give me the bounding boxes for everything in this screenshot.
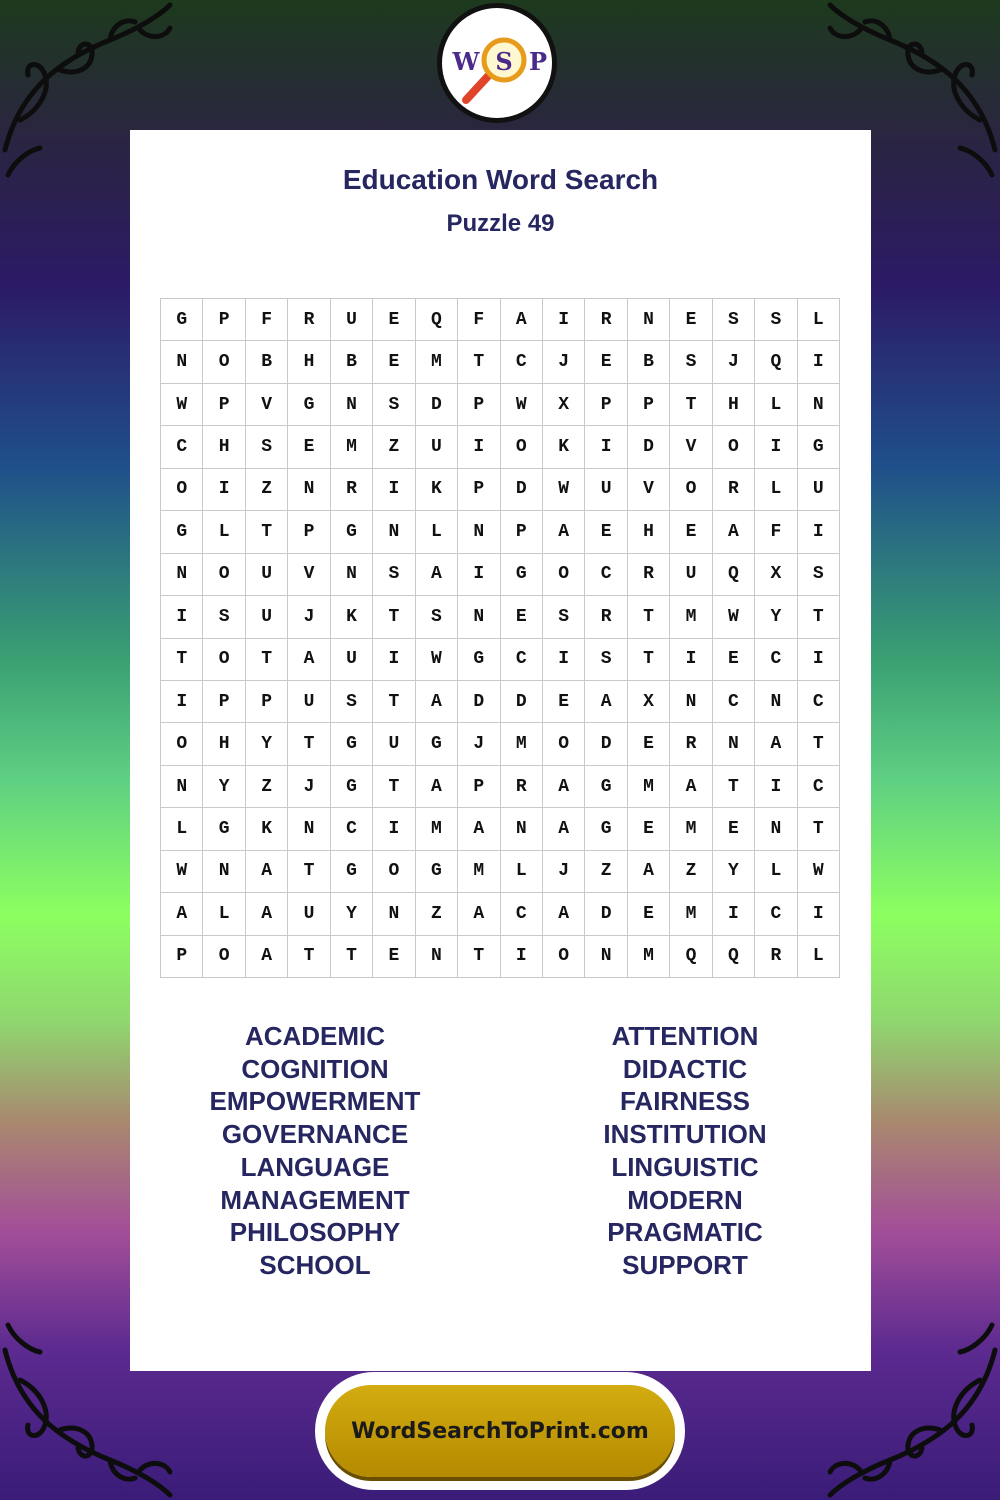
grid-cell[interactable]: O: [203, 936, 245, 978]
grid-cell[interactable]: G: [416, 851, 458, 893]
grid-cell[interactable]: T: [458, 341, 500, 383]
grid-cell[interactable]: I: [798, 639, 840, 681]
grid-cell[interactable]: W: [501, 384, 543, 426]
grid-cell[interactable]: N: [628, 299, 670, 341]
grid-cell[interactable]: B: [331, 341, 373, 383]
grid-cell[interactable]: W: [798, 851, 840, 893]
word-list-left: [130, 1020, 500, 1282]
grid-cell[interactable]: U: [246, 554, 288, 596]
grid-cell[interactable]: N: [501, 808, 543, 850]
grid-cell[interactable]: D: [501, 681, 543, 723]
grid-cell[interactable]: N: [373, 893, 415, 935]
word-list-item: SUPPORT: [622, 1249, 748, 1280]
grid-cell[interactable]: F: [246, 299, 288, 341]
grid-cell[interactable]: V: [288, 554, 330, 596]
footer-banner: [315, 1372, 685, 1490]
grid-cell[interactable]: Z: [585, 851, 627, 893]
grid-cell[interactable]: N: [458, 596, 500, 638]
grid-cell[interactable]: D: [585, 723, 627, 765]
grid-cell[interactable]: F: [458, 299, 500, 341]
grid-cell[interactable]: W: [161, 384, 203, 426]
grid-cell[interactable]: E: [628, 893, 670, 935]
grid-cell[interactable]: N: [288, 469, 330, 511]
grid-cell[interactable]: I: [458, 426, 500, 468]
grid-cell[interactable]: V: [246, 384, 288, 426]
grid-cell[interactable]: A: [543, 766, 585, 808]
grid-cell[interactable]: N: [203, 851, 245, 893]
grid-cell[interactable]: N: [161, 766, 203, 808]
grid-cell[interactable]: D: [416, 384, 458, 426]
grid-cell[interactable]: P: [246, 681, 288, 723]
grid-cell[interactable]: V: [628, 469, 670, 511]
grid-cell[interactable]: P: [628, 384, 670, 426]
grid-cell[interactable]: O: [713, 426, 755, 468]
grid-cell[interactable]: C: [755, 893, 797, 935]
grid-cell[interactable]: O: [373, 851, 415, 893]
grid-cell[interactable]: D: [628, 426, 670, 468]
grid-cell[interactable]: M: [331, 426, 373, 468]
grid-cell[interactable]: T: [798, 596, 840, 638]
grid-cell[interactable]: C: [585, 554, 627, 596]
grid-cell[interactable]: L: [755, 851, 797, 893]
grid-cell[interactable]: A: [458, 893, 500, 935]
grid-cell[interactable]: C: [798, 681, 840, 723]
grid-cell[interactable]: U: [798, 469, 840, 511]
grid-cell[interactable]: N: [161, 554, 203, 596]
grid-cell[interactable]: R: [288, 299, 330, 341]
grid-cell[interactable]: T: [670, 384, 712, 426]
grid-cell[interactable]: I: [373, 639, 415, 681]
grid-cell[interactable]: A: [543, 808, 585, 850]
grid-cell[interactable]: I: [755, 766, 797, 808]
grid-cell[interactable]: N: [798, 384, 840, 426]
grid-cell[interactable]: X: [755, 554, 797, 596]
grid-cell[interactable]: J: [458, 723, 500, 765]
grid-cell[interactable]: T: [288, 723, 330, 765]
grid-cell[interactable]: B: [246, 341, 288, 383]
grid-cell[interactable]: U: [416, 426, 458, 468]
grid-cell[interactable]: S: [543, 596, 585, 638]
grid-cell[interactable]: O: [203, 341, 245, 383]
word-list-item: ATTENTION: [611, 1021, 759, 1051]
grid-cell[interactable]: X: [543, 384, 585, 426]
grid-cell[interactable]: E: [670, 511, 712, 553]
word-list-item: MODERN: [627, 1184, 743, 1215]
grid-cell[interactable]: M: [628, 766, 670, 808]
word-list-item: MANAGEMENT: [220, 1184, 410, 1215]
grid-cell[interactable]: L: [798, 936, 840, 978]
grid-cell[interactable]: A: [161, 893, 203, 935]
grid-cell[interactable]: M: [670, 893, 712, 935]
grid-cell[interactable]: I: [458, 554, 500, 596]
grid-cell[interactable]: P: [458, 469, 500, 511]
grid-cell[interactable]: W: [713, 596, 755, 638]
letter-grid: [160, 298, 840, 978]
grid-cell[interactable]: T: [246, 511, 288, 553]
grid-cell[interactable]: N: [713, 723, 755, 765]
grid-cell[interactable]: J: [288, 766, 330, 808]
grid-cell[interactable]: I: [713, 893, 755, 935]
grid-cell[interactable]: S: [713, 299, 755, 341]
logo-letter-s: S: [495, 47, 513, 76]
grid-cell[interactable]: L: [755, 384, 797, 426]
grid-cell[interactable]: R: [501, 766, 543, 808]
grid-cell[interactable]: K: [416, 469, 458, 511]
grid-cell[interactable]: G: [161, 299, 203, 341]
grid-cell[interactable]: U: [670, 554, 712, 596]
grid-cell[interactable]: M: [458, 851, 500, 893]
grid-cell[interactable]: A: [416, 766, 458, 808]
site-logo[interactable]: [437, 3, 557, 123]
grid-cell[interactable]: Z: [373, 426, 415, 468]
grid-cell[interactable]: A: [543, 511, 585, 553]
magnifier-icon: [442, 8, 552, 118]
grid-cell[interactable]: P: [585, 384, 627, 426]
grid-cell[interactable]: I: [203, 469, 245, 511]
grid-cell[interactable]: E: [670, 299, 712, 341]
grid-cell[interactable]: I: [161, 596, 203, 638]
grid-cell[interactable]: U: [373, 723, 415, 765]
grid-cell[interactable]: D: [458, 681, 500, 723]
grid-cell[interactable]: D: [501, 469, 543, 511]
grid-cell[interactable]: L: [416, 511, 458, 553]
grid-cell[interactable]: G: [331, 723, 373, 765]
grid-cell[interactable]: G: [416, 723, 458, 765]
grid-cell[interactable]: R: [585, 596, 627, 638]
grid-cell[interactable]: G: [585, 766, 627, 808]
site-link-button[interactable]: [325, 1385, 675, 1477]
grid-cell[interactable]: M: [670, 808, 712, 850]
grid-cell[interactable]: S: [203, 596, 245, 638]
grid-cell[interactable]: Z: [246, 766, 288, 808]
grid-cell[interactable]: E: [585, 511, 627, 553]
grid-cell[interactable]: T: [713, 766, 755, 808]
grid-cell[interactable]: Y: [755, 596, 797, 638]
grid-cell[interactable]: W: [543, 469, 585, 511]
grid-cell[interactable]: I: [585, 426, 627, 468]
site-name: WordSearchToPrint.com: [351, 1418, 649, 1444]
grid-cell[interactable]: R: [331, 469, 373, 511]
grid-cell[interactable]: A: [585, 681, 627, 723]
grid-cell[interactable]: M: [416, 341, 458, 383]
grid-cell[interactable]: K: [331, 596, 373, 638]
grid-cell[interactable]: N: [416, 936, 458, 978]
grid-cell[interactable]: E: [373, 341, 415, 383]
grid-cell[interactable]: J: [288, 596, 330, 638]
grid-cell[interactable]: I: [798, 893, 840, 935]
grid-cell[interactable]: A: [670, 766, 712, 808]
grid-cell[interactable]: H: [628, 511, 670, 553]
word-list-item: SCHOOL: [259, 1249, 371, 1280]
grid-cell[interactable]: O: [203, 639, 245, 681]
grid-cell[interactable]: N: [585, 936, 627, 978]
grid-cell[interactable]: S: [373, 384, 415, 426]
grid-cell[interactable]: U: [288, 681, 330, 723]
grid-cell[interactable]: H: [203, 426, 245, 468]
grid-cell[interactable]: W: [416, 639, 458, 681]
grid-cell[interactable]: P: [161, 936, 203, 978]
grid-cell[interactable]: N: [331, 554, 373, 596]
grid-cell[interactable]: T: [161, 639, 203, 681]
grid-cell[interactable]: S: [416, 596, 458, 638]
grid-cell[interactable]: L: [161, 808, 203, 850]
grid-cell[interactable]: A: [246, 851, 288, 893]
grid-cell[interactable]: E: [373, 936, 415, 978]
grid-cell[interactable]: E: [713, 808, 755, 850]
word-list-item: PRAGMATIC: [607, 1217, 763, 1248]
grid-cell[interactable]: S: [670, 341, 712, 383]
grid-cell[interactable]: O: [501, 426, 543, 468]
grid-cell[interactable]: E: [501, 596, 543, 638]
grid-cell[interactable]: C: [161, 426, 203, 468]
grid-cell[interactable]: D: [585, 893, 627, 935]
grid-cell[interactable]: C: [755, 639, 797, 681]
grid-cell[interactable]: C: [501, 893, 543, 935]
grid-cell[interactable]: O: [161, 469, 203, 511]
grid-cell[interactable]: O: [161, 723, 203, 765]
grid-cell[interactable]: U: [331, 639, 373, 681]
grid-cell[interactable]: J: [543, 341, 585, 383]
grid-cell[interactable]: H: [203, 723, 245, 765]
grid-cell[interactable]: E: [628, 723, 670, 765]
puzzle-number: Puzzle 49: [446, 210, 555, 237]
grid-cell[interactable]: G: [458, 639, 500, 681]
grid-cell[interactable]: T: [373, 596, 415, 638]
grid-cell[interactable]: R: [755, 936, 797, 978]
grid-cell[interactable]: P: [458, 766, 500, 808]
grid-cell[interactable]: L: [798, 299, 840, 341]
grid-cell[interactable]: N: [288, 808, 330, 850]
grid-cell[interactable]: U: [331, 299, 373, 341]
grid-cell[interactable]: S: [373, 554, 415, 596]
grid-cell[interactable]: T: [288, 851, 330, 893]
word-list-item: GOVERNANCE: [221, 1119, 409, 1150]
grid-cell[interactable]: K: [543, 426, 585, 468]
grid-cell[interactable]: X: [628, 681, 670, 723]
word-list-item: FAIRNESS: [619, 1086, 751, 1117]
puzzle-sheet: [130, 130, 871, 1371]
grid-cell[interactable]: A: [628, 851, 670, 893]
grid-cell[interactable]: P: [501, 511, 543, 553]
grid-cell[interactable]: I: [501, 936, 543, 978]
grid-cell[interactable]: T: [373, 766, 415, 808]
grid-cell[interactable]: J: [543, 851, 585, 893]
word-list-item: PHILOSOPHY: [229, 1217, 401, 1248]
grid-cell[interactable]: M: [628, 936, 670, 978]
grid-cell[interactable]: H: [713, 384, 755, 426]
grid-cell[interactable]: O: [543, 936, 585, 978]
word-list-item: DIDACTIC: [622, 1053, 748, 1084]
grid-cell[interactable]: I: [543, 639, 585, 681]
grid-cell[interactable]: T: [373, 681, 415, 723]
grid-cell[interactable]: L: [203, 511, 245, 553]
grid-cell[interactable]: E: [373, 299, 415, 341]
grid-cell[interactable]: Q: [755, 341, 797, 383]
grid-cell[interactable]: A: [246, 893, 288, 935]
grid-cell[interactable]: G: [331, 766, 373, 808]
grid-cell[interactable]: H: [288, 341, 330, 383]
grid-cell[interactable]: R: [585, 299, 627, 341]
grid-cell[interactable]: I: [798, 341, 840, 383]
grid-cell[interactable]: A: [543, 893, 585, 935]
grid-cell[interactable]: V: [670, 426, 712, 468]
word-list-item: INSTITUTION: [603, 1119, 767, 1150]
grid-cell[interactable]: O: [543, 554, 585, 596]
grid-cell[interactable]: R: [713, 469, 755, 511]
grid-cell[interactable]: G: [585, 808, 627, 850]
grid-cell[interactable]: C: [331, 808, 373, 850]
grid-cell[interactable]: P: [288, 511, 330, 553]
grid-cell[interactable]: E: [628, 808, 670, 850]
grid-cell[interactable]: P: [203, 384, 245, 426]
grid-cell[interactable]: G: [331, 851, 373, 893]
grid-cell[interactable]: C: [798, 766, 840, 808]
grid-cell[interactable]: A: [416, 554, 458, 596]
grid-cell[interactable]: A: [246, 936, 288, 978]
grid-cell[interactable]: A: [755, 723, 797, 765]
grid-cell[interactable]: Y: [246, 723, 288, 765]
grid-cell[interactable]: W: [161, 851, 203, 893]
grid-cell[interactable]: Q: [670, 936, 712, 978]
grid-cell[interactable]: T: [628, 639, 670, 681]
grid-cell[interactable]: L: [755, 469, 797, 511]
grid-cell[interactable]: R: [628, 554, 670, 596]
word-list-item: ACADEMIC: [244, 1021, 386, 1051]
grid-cell[interactable]: T: [628, 596, 670, 638]
word-list-item: LANGUAGE: [240, 1151, 390, 1182]
grid-cell[interactable]: F: [755, 511, 797, 553]
page-title: Education Word Search: [342, 164, 659, 195]
grid-cell[interactable]: N: [755, 808, 797, 850]
grid-cell[interactable]: S: [331, 681, 373, 723]
grid-cell[interactable]: N: [161, 341, 203, 383]
grid-cell[interactable]: Z: [246, 469, 288, 511]
grid-cell[interactable]: L: [501, 851, 543, 893]
grid-cell[interactable]: U: [246, 596, 288, 638]
grid-cell[interactable]: E: [288, 426, 330, 468]
grid-cell[interactable]: T: [246, 639, 288, 681]
grid-cell[interactable]: I: [373, 808, 415, 850]
grid-cell[interactable]: E: [713, 639, 755, 681]
grid-cell[interactable]: I: [755, 426, 797, 468]
grid-cell[interactable]: P: [458, 384, 500, 426]
grid-cell[interactable]: Z: [670, 851, 712, 893]
grid-cell[interactable]: T: [798, 808, 840, 850]
grid-cell[interactable]: U: [585, 469, 627, 511]
grid-cell[interactable]: O: [670, 469, 712, 511]
grid-cell[interactable]: G: [161, 511, 203, 553]
grid-cell[interactable]: G: [501, 554, 543, 596]
grid-cell[interactable]: L: [203, 893, 245, 935]
grid-cell[interactable]: N: [331, 384, 373, 426]
grid-cell[interactable]: N: [755, 681, 797, 723]
grid-cell[interactable]: G: [288, 384, 330, 426]
grid-cell[interactable]: M: [501, 723, 543, 765]
grid-cell[interactable]: Z: [416, 893, 458, 935]
grid-cell[interactable]: P: [203, 299, 245, 341]
grid-cell[interactable]: S: [585, 639, 627, 681]
grid-cell[interactable]: G: [331, 511, 373, 553]
grid-cell[interactable]: U: [288, 893, 330, 935]
grid-cell[interactable]: T: [798, 723, 840, 765]
grid-cell[interactable]: R: [670, 723, 712, 765]
grid-cell[interactable]: O: [543, 723, 585, 765]
grid-cell[interactable]: E: [585, 341, 627, 383]
grid-cell[interactable]: T: [458, 936, 500, 978]
grid-cell[interactable]: B: [628, 341, 670, 383]
grid-cell[interactable]: O: [203, 554, 245, 596]
grid-cell[interactable]: I: [670, 639, 712, 681]
word-list-item: LINGUISTIC: [611, 1151, 759, 1182]
logo-letter-w: W: [452, 47, 480, 76]
word-list-item: COGNITION: [241, 1053, 389, 1084]
grid-cell[interactable]: Q: [416, 299, 458, 341]
grid-cell[interactable]: M: [416, 808, 458, 850]
grid-cell[interactable]: M: [670, 596, 712, 638]
grid-cell[interactable]: S: [246, 426, 288, 468]
grid-cell[interactable]: E: [543, 681, 585, 723]
grid-cell[interactable]: T: [288, 936, 330, 978]
grid-cell[interactable]: A: [288, 639, 330, 681]
grid-cell[interactable]: N: [458, 511, 500, 553]
grid-cell[interactable]: A: [713, 511, 755, 553]
grid-cell[interactable]: S: [755, 299, 797, 341]
grid-cell[interactable]: C: [713, 681, 755, 723]
grid-cell[interactable]: I: [798, 511, 840, 553]
grid-cell[interactable]: C: [501, 639, 543, 681]
grid-cell[interactable]: I: [543, 299, 585, 341]
grid-cell[interactable]: I: [161, 681, 203, 723]
grid-cell[interactable]: A: [416, 681, 458, 723]
grid-cell[interactable]: Y: [331, 893, 373, 935]
grid-cell[interactable]: T: [331, 936, 373, 978]
grid-cell[interactable]: N: [373, 511, 415, 553]
grid-cell[interactable]: A: [458, 808, 500, 850]
grid-cell[interactable]: Q: [713, 936, 755, 978]
grid-cell[interactable]: I: [373, 469, 415, 511]
grid-cell[interactable]: C: [501, 341, 543, 383]
grid-cell[interactable]: Q: [713, 554, 755, 596]
grid-cell[interactable]: A: [501, 299, 543, 341]
grid-cell[interactable]: G: [203, 808, 245, 850]
word-list-item: EMPOWERMENT: [209, 1086, 421, 1117]
grid-cell[interactable]: P: [203, 681, 245, 723]
grid-cell[interactable]: Y: [713, 851, 755, 893]
grid-cell[interactable]: G: [798, 426, 840, 468]
grid-cell[interactable]: K: [246, 808, 288, 850]
word-list-right: [500, 1020, 870, 1282]
grid-cell[interactable]: S: [798, 554, 840, 596]
grid-cell[interactable]: J: [713, 341, 755, 383]
grid-cell[interactable]: N: [670, 681, 712, 723]
grid-cell[interactable]: Y: [203, 766, 245, 808]
logo-letter-p: P: [528, 47, 548, 76]
